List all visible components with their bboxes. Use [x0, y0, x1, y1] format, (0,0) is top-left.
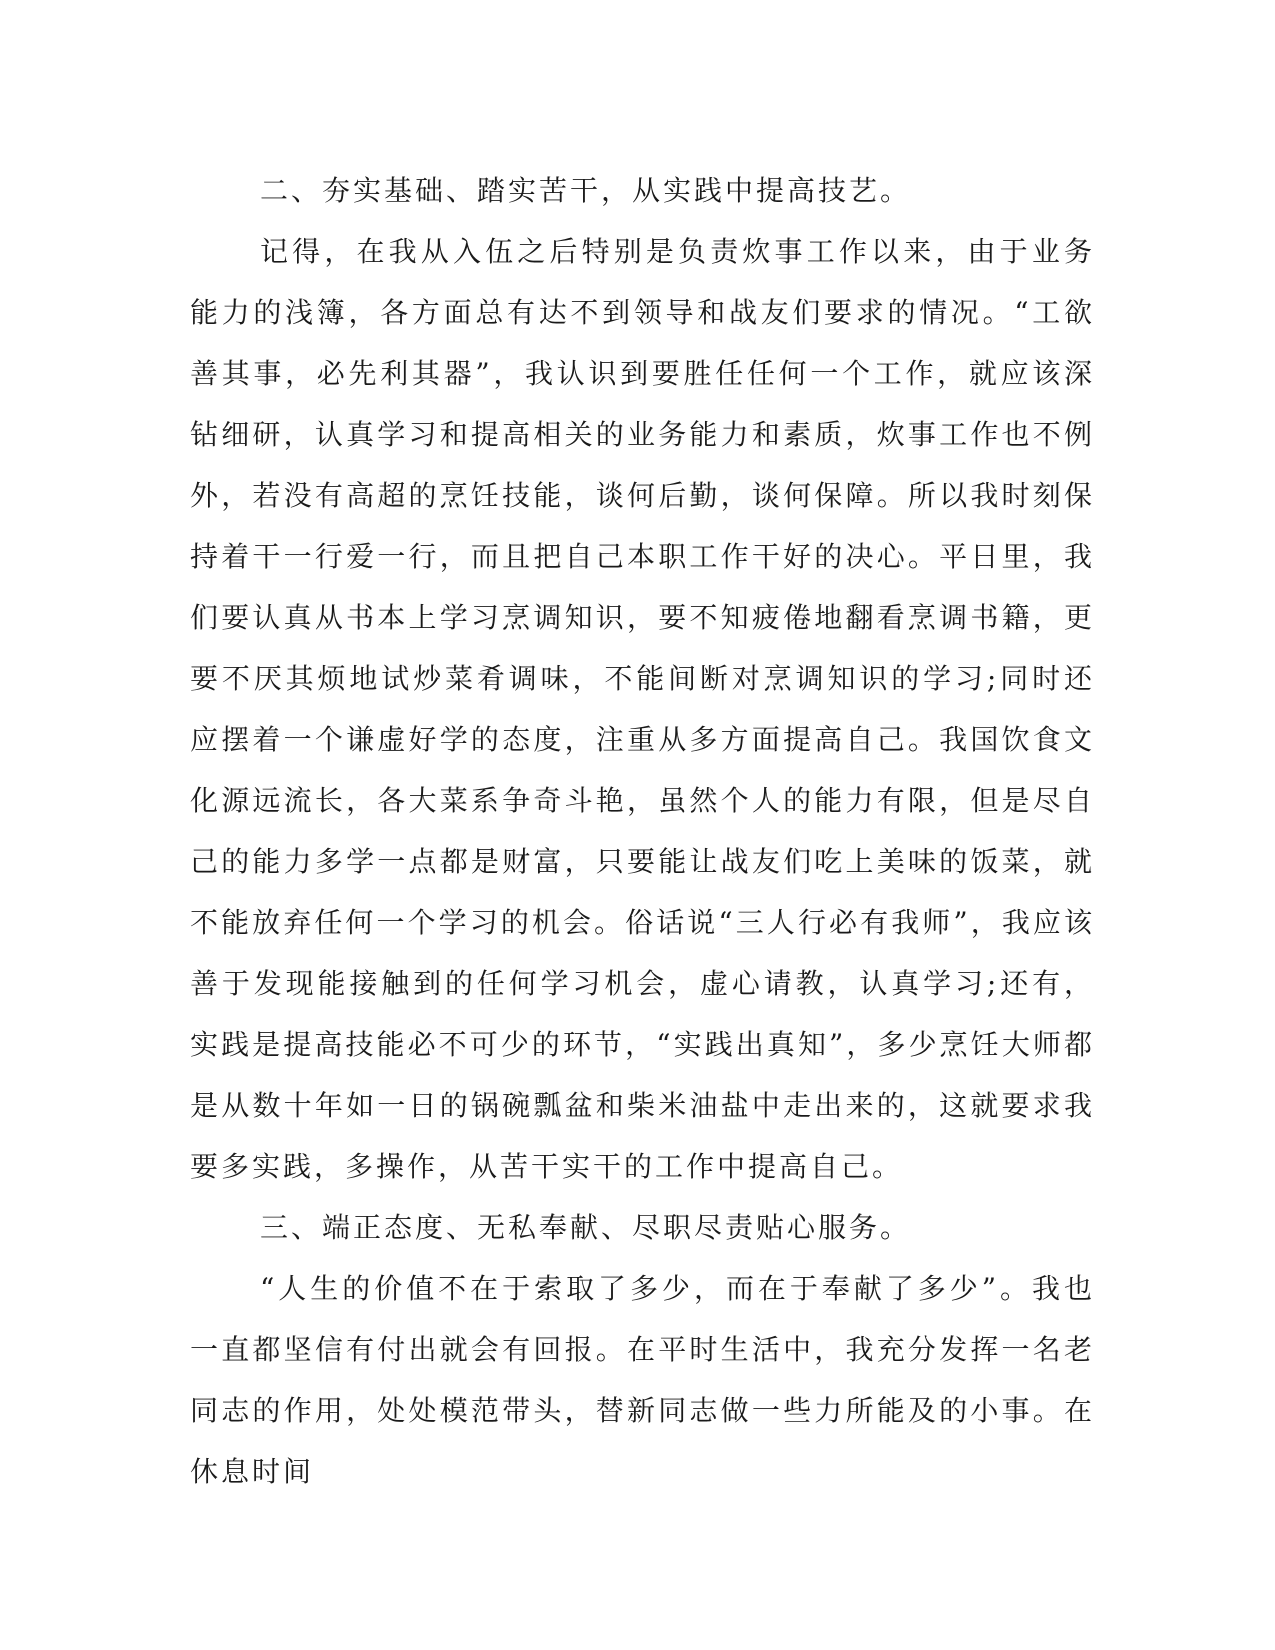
paragraph-dedication: “人生的价值不在于索取了多少，而在于奉献了多少”。我也一直都坚信有付出就会有回报。在平时生活中，我充分发挥一名老同志的作用，处处模范带头，替新同志做一些力所能及的小事。在休息时间 [190, 1272, 1095, 1488]
paragraph-practice: 记得，在我从入伍之后特别是负责炊事工作以来，由于业务能力的浅簿，各方面总有达不到领导和战友们要求的情况。“工欲善其事，必先利其器”，我认识到要胜任任何一个工作，就应该深钻细研，认真学习和提高相关的业务能力和素质，炊事工作也不例外，若没有高超的烹饪技能，谈何后勤，谈何保障。所以我时刻保持着干一行爱一行，而且把自己本职工作干好的决心。平日里，我们要认真从书本上学习烹调知识，要不知疲倦地翻看烹调书籍，更要不厌其烦地试炒菜肴调味，不能间断对烹调知识的学习;同时还应摆着一个谦虚好学的态度，注重从多方面提高自己。我国饮食文化源远流长，各大菜系争奇斗艳，虽然个人的能力有限，但是尽自己的能力多学一点都是财富，只要能让战友们吃上美味的饭菜，就不能放弃任何一个学习的机会。俗话说“三人行必有我师”，我应该善于发现能接触到的任何学习机会，虚心请教，认真学习;还有，实践是提高技能必不可少的环节，“实践出真知”，多少烹饪大师都是从数十年如一日的锅碗瓢盆和柴米油盐中走出来的，这就要求我要多实践，多操作，从苦干实干的工作中提高自己。 [190, 235, 1095, 1183]
document-body [190, 160, 1095, 1502]
section-heading-2: 二、夯实基础、踏实苦干，从实践中提高技艺。 [260, 174, 912, 207]
section-heading-3: 三、端正态度、无私奉献、尽职尽责贴心服务。 [260, 1211, 912, 1244]
